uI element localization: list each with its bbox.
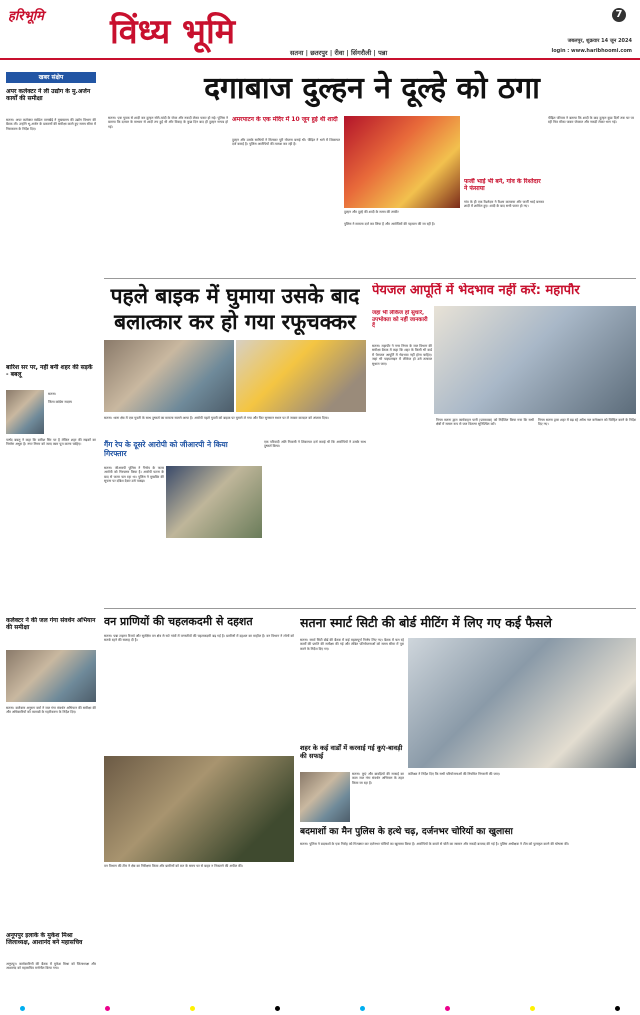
- sidebar-item-1-head: अपर कलेक्टर ने ली उद्योग के मु.अर्जन कार्यों की समीक्षा: [6, 88, 91, 102]
- story4-headline: वन प्राणियों की चहलकदमी से दहशत: [104, 615, 253, 628]
- sidebar-item-3-head: कलेक्टर ने की जल गंगा संवर्धन अभियान की समीक्षा: [6, 617, 96, 631]
- reg-dot-cyan: [20, 1006, 25, 1011]
- reg-dot-cyan-2: [360, 1006, 365, 1011]
- reg-dot-yellow: [190, 1006, 195, 1011]
- kuan-body: सतना। कुएं और बावड़ियों की सफाई का काम जल गंगा संवर्धन अभियान के तहत किया जा रहा है।: [352, 772, 404, 785]
- kuan-headline: शहर के कई वार्डों में करवाई गई कुएं-बावड़ी की सफाई: [300, 744, 403, 760]
- wedding-photo-caption: दुल्हन और दूल्हे की शादी के समय की तस्वीर: [344, 210, 399, 214]
- lead-col-1: सतना। एक युवक से शादी कर दुल्हन सोने-चांदी के जेवर और नकदी लेकर फरार हो गई। पुलिस ने बताया कि दलाल के माध्यम से शादी तय हुई थी और विवाह के कुछ दिन बाद ही दुल्हन गायब हो गई।: [108, 116, 228, 129]
- story2-photo-1: [104, 340, 234, 412]
- divider-2: [104, 608, 636, 609]
- sidebar: [6, 72, 96, 997]
- story4-photo: [104, 756, 294, 862]
- story3-col-1: सतना। महापौर ने नगर निगम के जल विभाग की समीक्षा बैठक में कहा कि शहर के किसी भी वार्ड में पेयजल आपूर्ति में भेदभाव नहीं होना चाहिए। जहां भी पाइपलाइन में लीकेज हो उसे तत्काल सुधारा जाए।: [372, 344, 432, 366]
- lead-col-far-right: पीड़ित परिवार ने बताया कि शादी के बाद दुल्हन कुछ दिनों तक घर पर रही फिर मौका पाकर जेवरात और नकदी लेकर भाग गई।: [548, 116, 634, 125]
- story3-col-3: निगम सतना द्वारा शहर में बढ़ रहे अवैध नल कनेक्शन को चिन्हित करने के निर्देश दिए गए।: [538, 418, 636, 427]
- reg-dot-black-2: [615, 1006, 620, 1011]
- sidebar-photo-2: [6, 650, 96, 702]
- sidebar-item-3-body: सतना। कलेक्टर अनुराग वर्मा ने जल गंगा संवर्धन अभियान की समीक्षा की और अधिकारियों को तालाबों के गहरीकरण के निर्देश दिए।: [6, 706, 96, 715]
- lead-col-3: गांव के ही एक रिश्तेदार ने रिश्ता करवाया और फर्जी भाई बनकर शादी में शामिल हुए। शादी के बाद सभी फरार हो गए।: [464, 200, 544, 209]
- lead-subhead: अमरपाटन के एक मंदिर में 10 जून हुई थी शादी: [232, 116, 338, 123]
- wedding-photo: [344, 116, 460, 208]
- lead-subhead-2: फर्जी भाई भी बने, गांव के रिश्तेदार ने फंसाया: [464, 178, 541, 192]
- lead-col-2: दुल्हन और उसके साथियों ने मिलकर पूरी योजना बनाई थी। पीड़ित ने थाने में शिकायत दर्ज कराई है। पुलिस आरोपियों की तलाश कर रही है।: [232, 138, 340, 147]
- story2-body: सतना। थाना क्षेत्र में एक युवती के साथ दुष्कर्म का मामला सामने आया है। आरोपी पहले युवती को बाइक पर घुमाने ले गया और फिर सुनसान स्थान पर ले जाकर वारदात को अंजाम दिया।: [104, 416, 329, 420]
- sidebar-item-2-name: सतना।: [48, 392, 57, 396]
- story2-photo-2: [236, 340, 366, 412]
- sidebar-item-2-body: पार्षद बबलू ने कहा कि बारिश सिर पर है लेकिन शहर की सड़कों का निर्माण अधूरा है। नगर निगम को जल्द काम पूरा करना चाहिए।: [6, 438, 96, 447]
- page-number: 7: [612, 8, 626, 22]
- story6-headline: बदमाशों का मैन पुलिस के हत्थे चढ़, दर्जनभर चोरियों का खुलासा: [300, 827, 513, 837]
- gang-col-3: एक परिवादी अति निवासी ने शिकायत दर्ज कराई थी कि आरोपियों ने उसके साथ दुष्कर्म किया।: [264, 440, 366, 449]
- sidebar-item-2-caption: जिला कांग्रेस सदस्य: [48, 400, 72, 404]
- story5-right-body: कमिश्नर ने निर्देश दिए कि सभी परियोजनाओं की नियमित निगरानी की जाए।: [408, 772, 501, 776]
- gang-body: सतना। जीआरपी पुलिस ने गैंगरेप के फरार आरोपी को गिरफ्तार किया है। आरोपी घटना के बाद से फरार चल रहा था। पुलिस ने मुखबिर की सूचना पर दबिश देकर उसे पकड़ा।: [104, 466, 164, 484]
- regions: सतना | छतरपुर | रीवा | सिंगरौली | पन्ना: [290, 49, 388, 57]
- divider-1: [104, 278, 636, 279]
- story5-photo: [408, 638, 636, 768]
- sidebar-item-2-head: बारिश सर पर, नहीं बनी शहर की सड़कें - बबलू: [6, 364, 93, 378]
- story3-headline: पेयजल आपूर्ति में भेदभाव नहीं करें: महापौर: [372, 283, 580, 298]
- story5-headline: सतना स्मार्ट सिटी की बोर्ड मीटिंग में लिए गए कई फैसले: [300, 615, 552, 630]
- reg-dot-yellow-2: [530, 1006, 535, 1011]
- sidebar-item-1-body: सतना। अपर कलेक्टर स्वप्निल वानखेड़े ने मुख्यालय की उद्योग विभाग की बैठक ली। उन्होंने भू-अर्जन के प्रकरणों की समीक्षा करते हुए समय सीमा में निराकरण के निर्देश दिए।: [6, 118, 96, 131]
- story4-body-2: वन विभाग की टीम ने क्षेत्र का निरीक्षण किया और ग्रामीणों को रात के समय घर से बाहर न निकलने की अपील की।: [104, 864, 243, 868]
- dateline: जबलपुर, शुक्रवार 14 जून 2024: [567, 38, 632, 44]
- story2-headline-line-1: पहले बाइक में घुमाया उसके बाद: [110, 284, 360, 308]
- masthead: [0, 0, 640, 63]
- sidebar-tag: खबर संक्षेप: [6, 72, 96, 83]
- lead-headline: दगाबाज दुल्हन ने दूल्हे को ठगा: [204, 71, 540, 106]
- reg-dot-magenta-2: [445, 1006, 450, 1011]
- kuan-photo: [300, 772, 350, 822]
- masthead-rule: [0, 58, 640, 60]
- website: login : www.haribhoomi.com: [551, 48, 632, 54]
- story6-body: सतना। पुलिस ने बदमाशों के एक गिरोह को गिरफ्तार कर दर्जनभर चोरियों का खुलासा किया है। आरोपियों के कब्जे से चोरी का सामान और नकदी बरामद की गई है। पुलिस अधीक्षक ने टीम को पुरस्कृत करने की घोषणा की।: [300, 842, 570, 846]
- story4-body: सतना। पन्ना टाइगर रिजर्व और सुरक्षित वन क्षेत्र से सटे गांवों में वन्यजीवों की चहलकदमी बढ़ गई है। ग्रामीणों में दहशत का माहौल है। वन विभाग ने लोगों को सतर्क रहने की सलाह दी है।: [104, 634, 294, 643]
- reg-dot-magenta: [105, 1006, 110, 1011]
- story3-subhead: जहां भी लीकेज हो सुधारें, उपभोक्ता को नहीं जानकारी दें: [372, 310, 428, 329]
- story5-body: सतना। स्मार्ट सिटी बोर्ड की बैठक में कई महत्वपूर्ण निर्णय लिए गए। बैठक में चल रहे कार्यों की प्रगति की समीक्षा की गई और लंबित परियोजनाओं को समय सीमा में पूरा करने के निर्देश दिए गए।: [300, 638, 404, 651]
- story3-col-2: निगम सतना द्वारा कार्यवाहन पानी (प्रस्तावक) को निर्देशित किया गया कि सभी क्षेत्रों में समान रूप से जल वितरण सुनिश्चित करें।: [436, 418, 534, 427]
- story3-photo: [434, 306, 636, 414]
- gang-photo: [166, 466, 262, 538]
- section-title: विंध्य भूमि: [110, 12, 236, 52]
- story2-headline-line-2: बलात्कार कर हो गया रफूचक्कर: [114, 310, 356, 334]
- gang-headline: गैंग रेप के दूसरे आरोपी को जीआरपी ने किया गिरफ्तार: [104, 440, 228, 458]
- lead-right-body: पुलिस ने मामला दर्ज कर लिया है और आरोपियों की पहचान की जा रही है।: [344, 222, 435, 226]
- registration-bar: [20, 1005, 620, 1011]
- sidebar-item-4-head: अनूपपुर इलाके के मुकेश मिश्रा जिलाध्यक्ष, आशानंद बने महासचिव: [6, 932, 83, 946]
- sidebar-portrait: [6, 390, 44, 434]
- reg-dot-black: [275, 1006, 280, 1011]
- sidebar-item-4-body: अनूपपुर। कार्यकारिणी की बैठक में मुकेश मिश्रा को जिलाध्यक्ष और आशानंद को महासचिव मनोनीत किया गया।: [6, 962, 96, 971]
- logo: हरिभूमि: [8, 9, 44, 24]
